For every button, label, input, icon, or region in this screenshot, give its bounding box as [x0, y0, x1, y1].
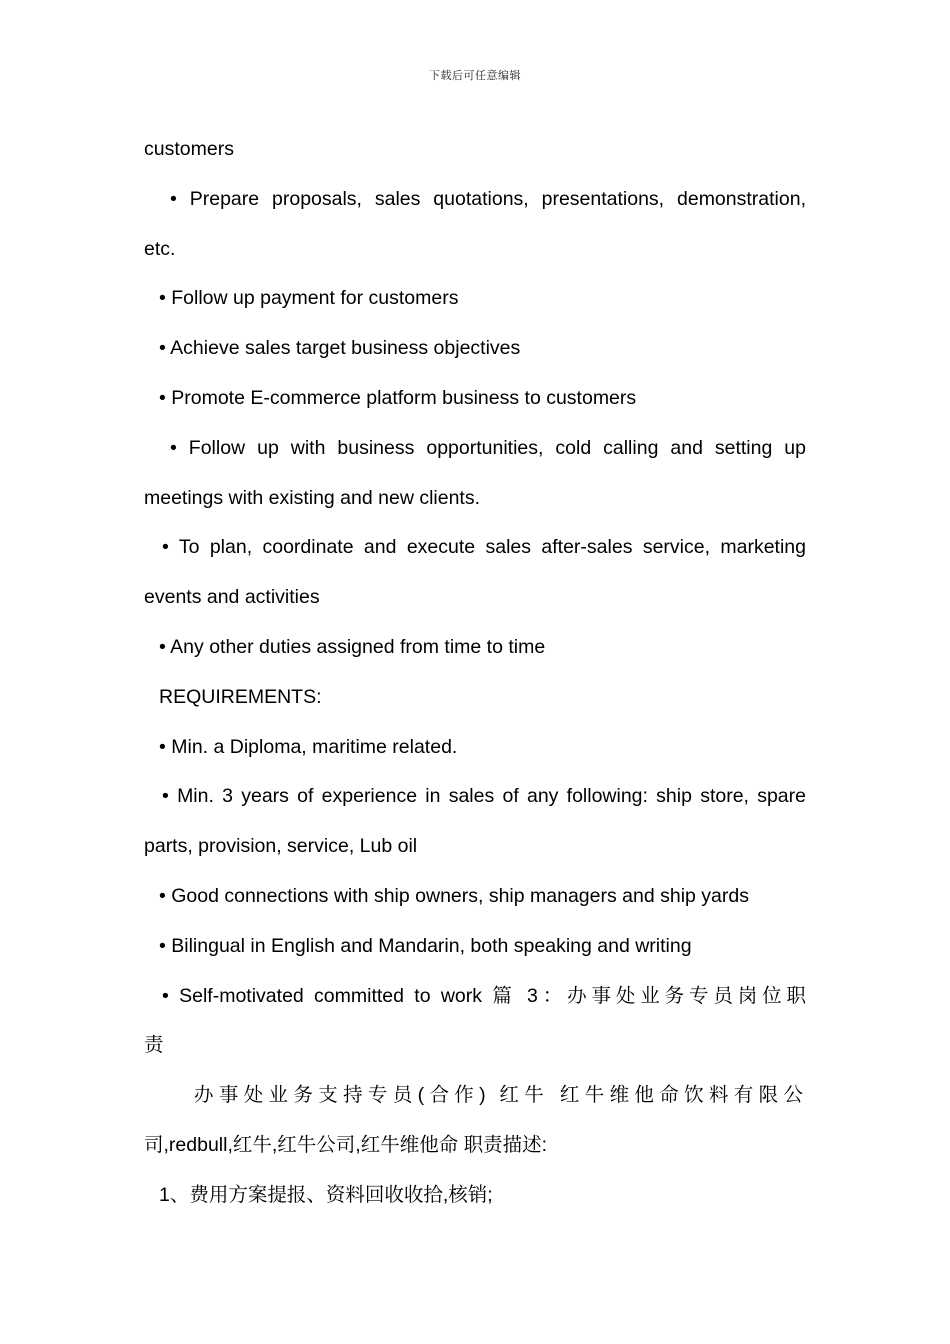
bullet-item: • Min. 3 years of experience in sales of any following: ship store, spare: [162, 785, 806, 808]
bullet-item: • Min. a Diploma, maritime related.: [159, 735, 458, 758]
text-line: customers: [144, 138, 234, 160]
text-line: 责: [144, 1034, 164, 1057]
bullet-item: • Bilingual in English and Mandarin, both speaking and writing: [159, 934, 692, 957]
bullet-item: • Promote E-commerce platform business to customers: [159, 386, 637, 409]
bullet-item: • Good connections with ship owners, ship managers and ship yards: [159, 884, 749, 907]
bullet-item: • Achieve sales target business objectives: [159, 337, 521, 360]
paragraph-line: 办事处业务支持专员(合作) 红牛 红牛维他命饮料有限公: [194, 1084, 806, 1107]
list-item: 1、费用方案提报、资料回收收拾,核销;: [159, 1183, 493, 1206]
text-line: parts, provision, service, Lub oil: [144, 835, 418, 858]
bullet-item: • Prepare proposals, sales quotations, presentations, demonstration,: [170, 187, 806, 210]
text-line: etc.: [144, 237, 176, 260]
bullet-item: • Follow up with business opportunities, cold calling and setting up: [170, 436, 806, 459]
bullet-item: • Self-motivated committed to work 篇 3：办事处业务专员岗位职: [162, 984, 806, 1007]
text-line: 司,redbull,红牛,红牛公司,红牛维他命 职责描述:: [144, 1133, 548, 1156]
bullet-item: • Any other duties assigned from time to time: [159, 635, 546, 658]
bullet-item: • Follow up payment for customers: [159, 287, 459, 310]
section-heading: REQUIREMENTS:: [159, 685, 322, 708]
document-body: [144, 125, 806, 1221]
page-header: 下载后可任意编辑: [429, 70, 521, 82]
bullet-item: • To plan, coordinate and execute sales after-sales service, marketing: [162, 536, 806, 559]
text-line: events and activities: [144, 586, 320, 609]
text-line: meetings with existing and new clients.: [144, 486, 481, 509]
